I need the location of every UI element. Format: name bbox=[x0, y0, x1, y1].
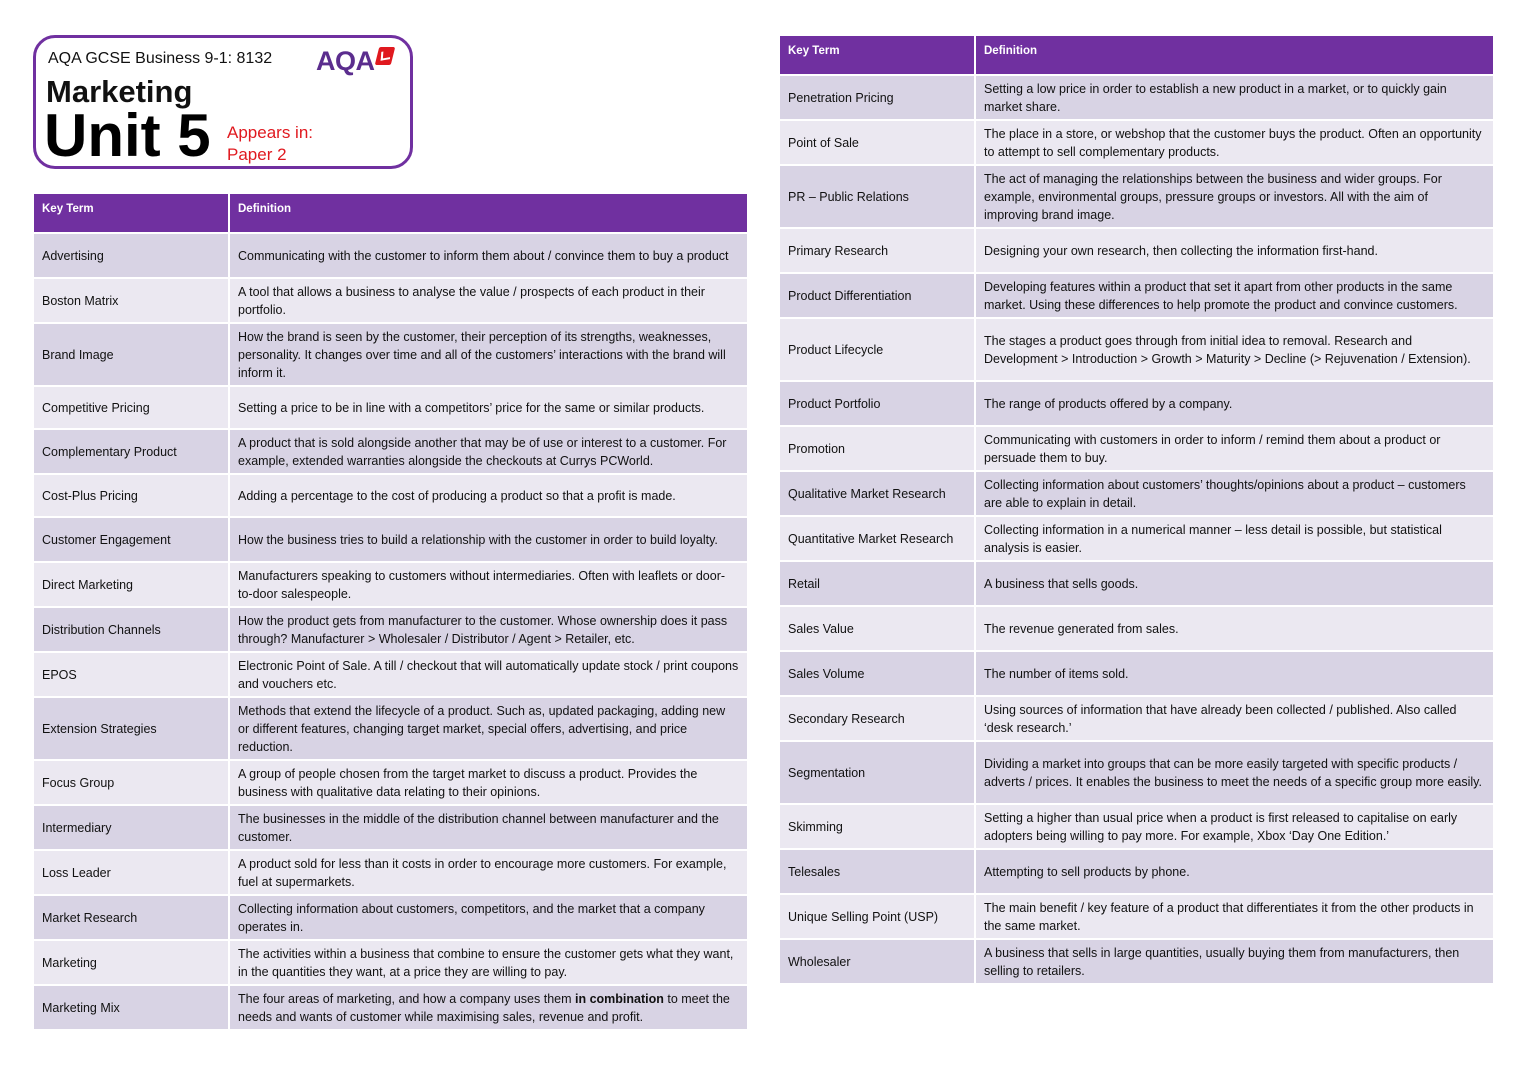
table-row bbox=[780, 652, 1493, 695]
title-card bbox=[33, 35, 413, 169]
definition-cell: A tool that allows a business to analyse the value / prospects of each product in their portfolio. bbox=[230, 279, 747, 322]
table-row bbox=[780, 319, 1493, 380]
definition-cell: A business that sells in large quantities, usually buying them from manufacturers, then selling to retailers. bbox=[976, 940, 1493, 983]
key-term-cell: Marketing bbox=[34, 941, 230, 984]
table-row bbox=[780, 850, 1493, 893]
table-row bbox=[780, 472, 1493, 515]
key-term-cell: Retail bbox=[780, 562, 976, 605]
table-row bbox=[34, 896, 747, 939]
table-row bbox=[780, 274, 1493, 317]
definition-cell: Designing your own research, then collecting the information first-hand. bbox=[976, 229, 1493, 272]
definition-cell: The main benefit / key feature of a product that differentiates it from the other products in the same market. bbox=[976, 895, 1493, 938]
appears-in-paper: Paper 2 bbox=[227, 145, 287, 164]
definition-emphasis: in combination bbox=[574, 991, 664, 1006]
definition-cell: Attempting to sell products by phone. bbox=[976, 850, 1493, 893]
table-row bbox=[34, 279, 747, 322]
definition-cell: Adding a percentage to the cost of producing a product so that a profit is made. bbox=[230, 475, 747, 516]
key-term-cell: Quantitative Market Research bbox=[780, 517, 976, 560]
table-header-row bbox=[780, 36, 1493, 74]
definition-cell: Collecting information about customers, competitors, and the market that a company operates in. bbox=[230, 896, 747, 939]
key-term-cell: Product Portfolio bbox=[780, 382, 976, 425]
key-term-cell: Segmentation bbox=[780, 742, 976, 803]
definition-header: Definition bbox=[230, 194, 747, 232]
key-term-cell: Telesales bbox=[780, 850, 976, 893]
definition-header: Definition bbox=[976, 36, 1493, 74]
key-term-cell: Wholesaler bbox=[780, 940, 976, 983]
definition-text: The four areas of marketing, and how a company uses them bbox=[238, 991, 575, 1006]
table-row bbox=[34, 653, 747, 696]
table-row bbox=[34, 563, 747, 606]
table-row bbox=[780, 607, 1493, 650]
key-term-cell: Promotion bbox=[780, 427, 976, 470]
key-term-cell: Customer Engagement bbox=[34, 518, 230, 561]
key-term-cell: Extension Strategies bbox=[34, 698, 230, 759]
table-row bbox=[780, 121, 1493, 164]
definition-cell: A product that is sold alongside another that may be of use or interest to a customer. For example, extended warranties alongside the checkouts at Currys PCWorld. bbox=[230, 430, 747, 473]
definition-cell: The act of managing the relationships between the business and wider groups. For example, environmental groups, pressure groups or investors. All with the aim of improving brand image. bbox=[976, 166, 1493, 227]
table-row bbox=[34, 387, 747, 428]
table-row bbox=[780, 562, 1493, 605]
table-row bbox=[780, 382, 1493, 425]
definition-cell: Collecting information about customers’ thoughts/opinions about a product – customers are able to explain in detail. bbox=[976, 472, 1493, 515]
key-term-cell: Sales Volume bbox=[780, 652, 976, 695]
aqa-logo-text: AQA bbox=[316, 45, 375, 76]
definition-cell: The number of items sold. bbox=[976, 652, 1493, 695]
definition-cell: How the business tries to build a relationship with the customer in order to build loyalty. bbox=[230, 518, 747, 561]
aqa-logo bbox=[316, 44, 393, 78]
key-term-cell: Intermediary bbox=[34, 806, 230, 849]
table-row bbox=[780, 166, 1493, 227]
definition-cell: A product sold for less than it costs in order to encourage more customers. For example, fuel at supermarkets. bbox=[230, 851, 747, 894]
table-row bbox=[34, 761, 747, 804]
definition-cell: How the product gets from manufacturer to the customer. Whose ownership does it pass through? Manufacturer > Wholesaler / Distributor / Agent > Retailer, etc. bbox=[230, 608, 747, 651]
table-row bbox=[780, 742, 1493, 803]
key-term-cell: Competitive Pricing bbox=[34, 387, 230, 428]
unit-number: Unit 5 bbox=[44, 102, 211, 169]
table-row bbox=[780, 895, 1493, 938]
definition-cell: Communicating with the customer to inform them about / convince them to buy a product bbox=[230, 234, 747, 277]
key-term-cell: Point of Sale bbox=[780, 121, 976, 164]
aqa-logo-mark-icon bbox=[374, 47, 394, 65]
definition-cell: Methods that extend the lifecycle of a product. Such as, updated packaging, adding new or different features, changing target market, special offers, advertising, and price reduction. bbox=[230, 698, 747, 759]
table-row bbox=[34, 851, 747, 894]
definition-cell: Using sources of information that have already been collected / published. Also called ‘desk research.’ bbox=[976, 697, 1493, 740]
table-row bbox=[34, 698, 747, 759]
key-terms-table-right bbox=[780, 34, 1493, 985]
key-term-header: Key Term bbox=[34, 194, 230, 232]
table-row bbox=[780, 427, 1493, 470]
table-row bbox=[34, 806, 747, 849]
appears-in-label: Appears in: bbox=[227, 123, 313, 142]
table-row bbox=[780, 940, 1493, 983]
key-term-cell: Secondary Research bbox=[780, 697, 976, 740]
definition-cell bbox=[230, 986, 747, 1029]
key-term-cell: Cost-Plus Pricing bbox=[34, 475, 230, 516]
table-header-row bbox=[34, 194, 747, 232]
key-term-cell: Direct Marketing bbox=[34, 563, 230, 606]
definition-cell: A business that sells goods. bbox=[976, 562, 1493, 605]
table-row bbox=[34, 430, 747, 473]
definition-cell: A group of people chosen from the target market to discuss a product. Provides the business with qualitative data relating to their opinions. bbox=[230, 761, 747, 804]
table-row bbox=[34, 234, 747, 277]
definition-cell: How the brand is seen by the customer, their perception of its strengths, weaknesses, personality. It changes over time and all of the customers’ interactions with the brand will inform it. bbox=[230, 324, 747, 385]
key-term-cell: EPOS bbox=[34, 653, 230, 696]
table-row bbox=[34, 324, 747, 385]
key-terms-table-left bbox=[34, 192, 747, 1031]
definition-cell: Manufacturers speaking to customers without intermediaries. Often with leaflets or door-to-door salespeople. bbox=[230, 563, 747, 606]
definition-cell: Setting a low price in order to establish a new product in a market, or to quickly gain market share. bbox=[976, 76, 1493, 119]
table-row bbox=[780, 697, 1493, 740]
definition-cell: The businesses in the middle of the distribution channel between manufacturer and the customer. bbox=[230, 806, 747, 849]
definition-cell: The stages a product goes through from initial idea to removal. Research and Development > Introduction > Growth > Maturity > Decline (> Rejuvenation / Extension). bbox=[976, 319, 1493, 380]
key-term-cell: Complementary Product bbox=[34, 430, 230, 473]
key-term-cell: Product Differentiation bbox=[780, 274, 976, 317]
definition-cell: Setting a higher than usual price when a product is first released to capitalise on early adopters being willing to pay more. For example, Xbox ‘Day One Edition.’ bbox=[976, 805, 1493, 848]
key-term-header: Key Term bbox=[780, 36, 976, 74]
key-term-cell: Brand Image bbox=[34, 324, 230, 385]
key-term-cell: PR – Public Relations bbox=[780, 166, 976, 227]
key-term-cell: Qualitative Market Research bbox=[780, 472, 976, 515]
appears-in bbox=[227, 122, 313, 166]
definition-cell: The revenue generated from sales. bbox=[976, 607, 1493, 650]
course-title: AQA GCSE Business 9-1: 8132 bbox=[48, 50, 273, 67]
definition-cell: Electronic Point of Sale. A till / checkout that will automatically update stock / print coupons and vouchers etc. bbox=[230, 653, 747, 696]
definition-cell: The range of products offered by a company. bbox=[976, 382, 1493, 425]
table-row bbox=[780, 229, 1493, 272]
key-term-cell: Unique Selling Point (USP) bbox=[780, 895, 976, 938]
key-term-cell: Loss Leader bbox=[34, 851, 230, 894]
key-term-cell: Distribution Channels bbox=[34, 608, 230, 651]
key-term-cell: Advertising bbox=[34, 234, 230, 277]
key-term-cell: Marketing Mix bbox=[34, 986, 230, 1029]
definition-text: to meet the needs and wants of customer while maximising sales, revenue and profit. bbox=[238, 991, 730, 1024]
table-row bbox=[780, 517, 1493, 560]
table-row bbox=[780, 805, 1493, 848]
definition-cell: Collecting information in a numerical manner – less detail is possible, but statistical analysis is easier. bbox=[976, 517, 1493, 560]
definition-cell: The place in a store, or webshop that the customer buys the product. Often an opportunity to attempt to sell complementary products. bbox=[976, 121, 1493, 164]
unit-name: Marketing bbox=[46, 74, 193, 109]
table-row bbox=[34, 986, 747, 1029]
key-term-cell: Focus Group bbox=[34, 761, 230, 804]
definition-cell: Dividing a market into groups that can be more easily targeted with specific products / adverts / prices. It enables the business to meet the needs of a specific group more easily. bbox=[976, 742, 1493, 803]
table-row bbox=[34, 941, 747, 984]
key-term-cell: Primary Research bbox=[780, 229, 976, 272]
key-term-cell: Boston Matrix bbox=[34, 279, 230, 322]
key-term-cell: Penetration Pricing bbox=[780, 76, 976, 119]
definition-cell: Setting a price to be in line with a competitors’ price for the same or similar products. bbox=[230, 387, 747, 428]
table-row bbox=[34, 475, 747, 516]
key-term-cell: Market Research bbox=[34, 896, 230, 939]
key-term-cell: Skimming bbox=[780, 805, 976, 848]
definition-cell: The activities within a business that combine to ensure the customer gets what they want, in the quantities they want, at a price they are willing to pay. bbox=[230, 941, 747, 984]
key-term-cell: Sales Value bbox=[780, 607, 976, 650]
table-row bbox=[34, 608, 747, 651]
table-row bbox=[780, 76, 1493, 119]
definition-cell: Communicating with customers in order to inform / remind them about a product or persuade them to buy. bbox=[976, 427, 1493, 470]
definition-cell: Developing features within a product that set it apart from other products in the same market. Using these differences to help promote the product and convince customers. bbox=[976, 274, 1493, 317]
table-row bbox=[34, 518, 747, 561]
key-term-cell: Product Lifecycle bbox=[780, 319, 976, 380]
